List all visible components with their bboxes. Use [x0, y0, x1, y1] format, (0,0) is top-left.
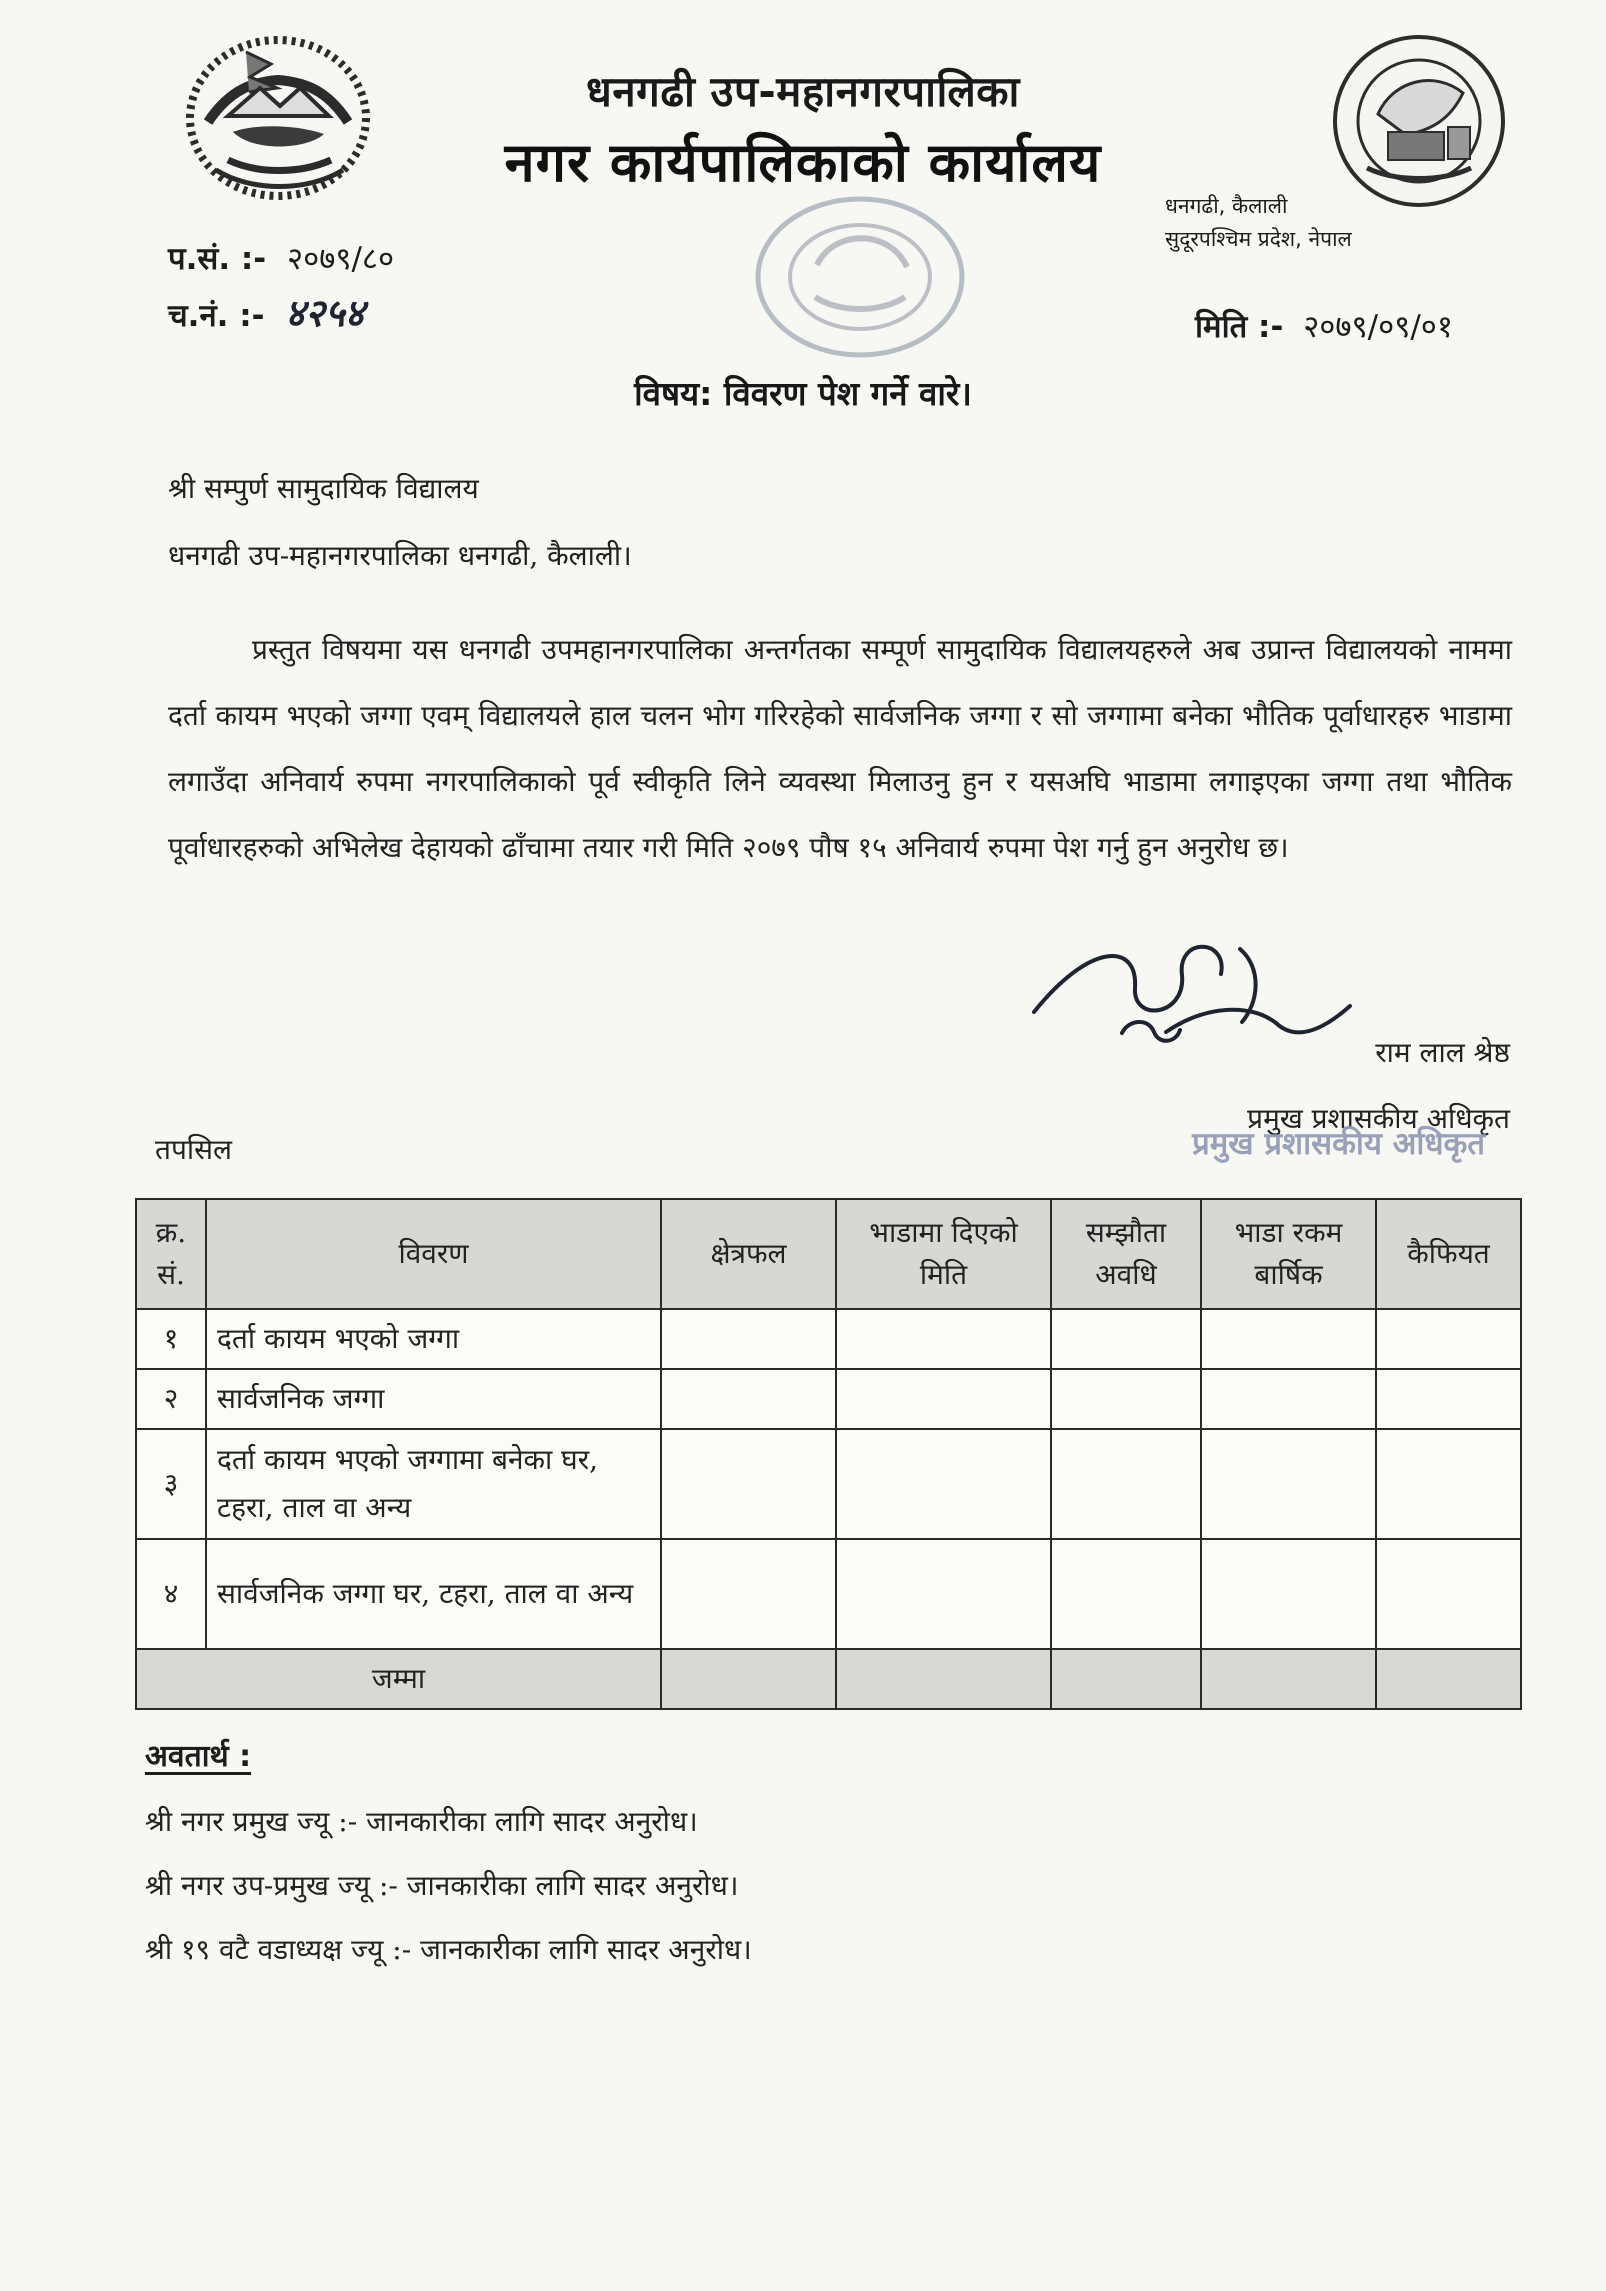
table-cell[interactable] — [1376, 1309, 1521, 1369]
table-cell[interactable] — [1051, 1309, 1201, 1369]
recipient-line-1: श्री सम्पुर्ण सामुदायिक विद्यालय — [168, 472, 479, 505]
copy-to-item: श्री १९ वटै वडाध्यक्ष ज्यू :- जानकारीका लागि सादर अनुरोध। — [145, 1933, 752, 1966]
copy-to-item: श्री नगर प्रमुख ज्यू :- जानकारीका लागि सादर अनुरोध। — [145, 1805, 698, 1838]
lease-date-header: भाडामा दिएको मिति — [836, 1199, 1051, 1309]
serial-number-header: क्र. सं. — [136, 1199, 206, 1309]
total-cell-empty[interactable] — [836, 1649, 1051, 1709]
table-cell[interactable] — [1201, 1539, 1376, 1649]
copy-to-title: अवतार्थ : — [145, 1739, 252, 1774]
table-cell[interactable] — [1201, 1369, 1376, 1429]
table-cell[interactable] — [1051, 1369, 1201, 1429]
table-cell: ३ — [136, 1429, 206, 1539]
details-table — [135, 1198, 1522, 1710]
table-row — [136, 1539, 1521, 1649]
area-header: क्षेत्रफल — [661, 1199, 836, 1309]
total-label: जम्मा — [136, 1649, 661, 1709]
date-value: २०७९/०९/०१ — [1303, 309, 1454, 345]
table-cell[interactable] — [836, 1369, 1051, 1429]
recipient-block — [168, 455, 632, 589]
table-header-row — [136, 1199, 1521, 1309]
table-cell: ४ — [136, 1539, 206, 1649]
total-cell-empty[interactable] — [1201, 1649, 1376, 1709]
faint-office-stamp-icon — [735, 185, 985, 370]
date-label: मिति :- — [1195, 309, 1284, 345]
remarks-header: कैफियत — [1376, 1199, 1521, 1309]
table-cell[interactable] — [661, 1429, 836, 1539]
table-row — [136, 1429, 1521, 1539]
table-cell[interactable] — [1201, 1429, 1376, 1539]
total-row — [136, 1649, 1521, 1709]
table-cell[interactable] — [1051, 1539, 1201, 1649]
signatory-name: राम लाल श्रेष्ठ — [1375, 1036, 1510, 1069]
table-cell[interactable] — [836, 1429, 1051, 1539]
table-cell[interactable] — [1376, 1539, 1521, 1649]
table-cell: दर्ता कायम भएको जग्गामा बनेका घर, टहरा, ताल वा अन्य — [206, 1429, 661, 1539]
copy-to-item: श्री नगर उप-प्रमुख ज्यू :- जानकारीका लागि सादर अनुरोध। — [145, 1869, 739, 1902]
table-cell[interactable] — [836, 1539, 1051, 1649]
description-header: विवरण — [206, 1199, 661, 1309]
agreement-period-header: सम्झौता अवधि — [1051, 1199, 1201, 1309]
table-cell: सार्वजनिक जग्गा — [206, 1369, 661, 1429]
annex-table — [135, 1198, 1520, 1710]
dispatch-row — [168, 286, 394, 343]
table-cell[interactable] — [1051, 1429, 1201, 1539]
designation-stamp: प्रमुख प्रशासकीय अधिकृत — [1192, 1126, 1485, 1162]
table-cell: १ — [136, 1309, 206, 1369]
dispatch-value: ४२५४ — [285, 290, 365, 335]
subject-line: विषय: विवरण पेश गर्ने वारे। — [634, 374, 972, 413]
table-row — [136, 1309, 1521, 1369]
reference-label: प.सं. :- — [168, 241, 267, 277]
annual-rent-header: भाडा रकम बार्षिक — [1201, 1199, 1376, 1309]
letter-body: प्रस्तुत विषयमा यस धनगढी उपमहानगरपालिका अन्तर्गतका सम्पूर्ण सामुदायिक विद्यालयहरुले अब उप्रान्त विद्यालयको नाममा दर्ता कायम भएको जग्गा एवम् विद्यालयले हाल चलन भोग गरिरहेको सार्वजनिक जग्गा र सो जग्गामा बनेका भौतिक पूर्वाधारहरु भाडामा लगाउँदा अनिवार्य रुपमा नगरपालिकाको पूर्व स्वीकृति लिने व्यवस्था मिलाउनु हुन र यसअघि भाडामा लगाइएका जग्गा तथा भौतिक पूर्वाधारहरुको अभिलेख देहायको ढाँचामा तयार गरी मिति २०७९ पौष १५ अनिवार्य रुपमा पेश गर्नु हुन अनुरोध छ। — [168, 633, 1512, 864]
table-cell[interactable] — [836, 1309, 1051, 1369]
recipient-line-2: धनगढी उप-महानगरपालिका धनगढी, कैलाली। — [168, 539, 632, 572]
table-cell[interactable] — [1376, 1369, 1521, 1429]
table-cell[interactable] — [1201, 1309, 1376, 1369]
table-cell[interactable] — [661, 1369, 836, 1429]
dispatch-label: च.नं. :- — [168, 298, 265, 334]
signatory-title: प्रमुख प्रशासकीय अधिकृत — [1247, 1102, 1510, 1135]
annex-title: तपसिल — [155, 1133, 233, 1166]
total-cell-empty[interactable] — [1051, 1649, 1201, 1709]
total-cell-empty[interactable] — [661, 1649, 836, 1709]
office-title: नगर कार्यपालिकाको कार्यालय — [504, 131, 1102, 194]
office-address — [1165, 190, 1415, 256]
address-line-1: धनगढी, कैलाली — [1165, 194, 1288, 218]
address-line-2: सुदूरपश्चिम प्रदेश, नेपाल — [1165, 227, 1352, 251]
table-cell[interactable] — [661, 1309, 836, 1369]
table-cell[interactable] — [661, 1539, 836, 1649]
table-row — [136, 1369, 1521, 1429]
table-cell[interactable] — [1376, 1429, 1521, 1539]
table-cell: सार्वजनिक जग्गा घर, टहरा, ताल वा अन्य — [206, 1539, 661, 1649]
date-block — [1195, 305, 1453, 347]
municipality-name: धनगढी उप-महानगरपालिका — [586, 67, 1020, 116]
reference-value: २०७९/८० — [286, 241, 395, 277]
table-cell: २ — [136, 1369, 206, 1429]
reference-block — [168, 232, 394, 343]
total-cell-empty[interactable] — [1376, 1649, 1521, 1709]
copy-to-list — [145, 1790, 752, 1982]
table-cell: दर्ता कायम भएको जग्गा — [206, 1309, 661, 1369]
reference-row — [168, 232, 394, 286]
